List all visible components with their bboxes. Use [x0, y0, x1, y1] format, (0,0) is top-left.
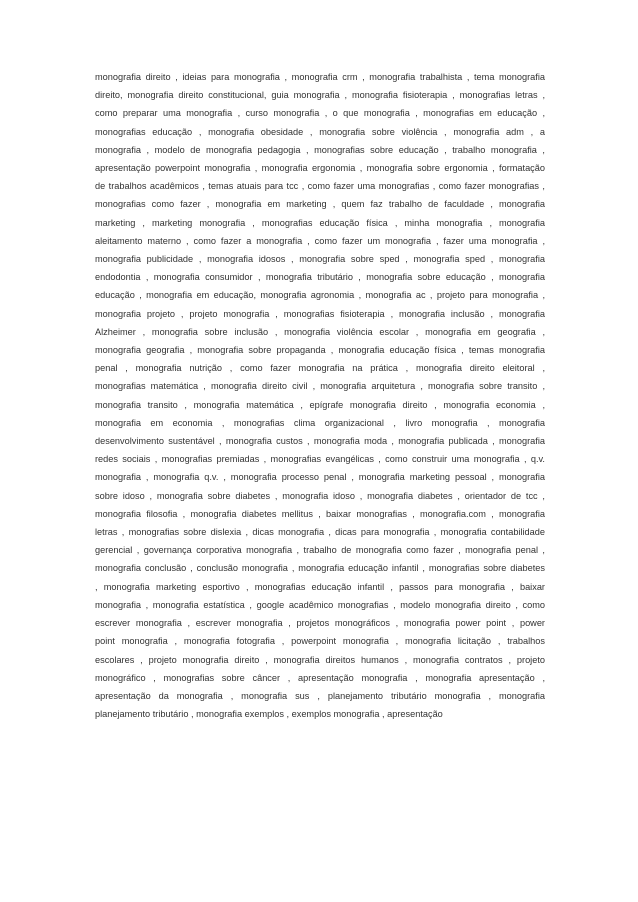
text-line: monografia , modelo de monografia pedagogia , monografias sobre educação , trabalho monografia , [95, 144, 545, 155]
text-line: como preparar uma monografia , curso monografia , o que monografia , monografias em educação , [95, 108, 545, 119]
text-line: apresentação powerpoint monografia , monografia ergonomia , monografia sobre ergonomia , formatação [95, 163, 545, 174]
text-line: point monografia , monografia fotografia , powerpoint monografia , monografia licitação , trabalhos [95, 636, 545, 647]
text-line: sobre idoso , monografia sobre diabetes , monografia idoso , monografia diabetes , orientador de tcc , [95, 490, 545, 501]
text-line: monografia geografia , monografia sobre propaganda , monografia educação física , temas monografia [95, 345, 545, 356]
text-line: direito, monografia direito constitucional, guia monografia , monografia fisioterapia , monografias letras , [95, 90, 545, 101]
text-line: monografia conclusão , conclusão monografia , monografia educação infantil , monografias sobre diabetes [95, 563, 545, 574]
text-line: de trabalhos acadêmicos , temas atuais para tcc , como fazer uma monografias , como fazer monografias , [95, 181, 545, 192]
text-line: monografias educação , monografia obesidade , monografia sobre violência , monografia adm , a [95, 126, 545, 137]
text-line: penal , monografia nutrição , como fazer monografia na prática , monografia direito eleitoral , [95, 363, 545, 374]
keyword-text-block [95, 68, 545, 723]
text-line: endodontia , monografia consumidor , monografia tributário , monografia sobre educação , monografia [95, 272, 545, 283]
text-line: planejamento tributário , monografia exemplos , exemplos monografia , apresentação [95, 709, 443, 720]
text-line: monografia direito , ideias para monografia , monografia crm , monografia trabalhista , tema monografia [95, 72, 545, 82]
text-line: letras , monografias sobre dislexia , dicas monografia , dicas para monografia , monografia contabilidade [95, 527, 545, 538]
text-line: , monografia marketing esportivo , monografias educação infantil , passos para monografia , baixar [95, 581, 545, 592]
text-line: monografias matemática , monografia direito civil , monografia arquitetura , monografia sobre transito , [95, 381, 545, 392]
text-line: educação , monografia em educação, monografia agronomia , monografia ac , projeto para monografia , [95, 290, 545, 301]
text-line: monografia transito , monografia matemática , epígrafe monografia direito , monografia economia , [95, 399, 545, 410]
text-line: escolares , projeto monografia direito , monografia direitos humanos , monografia contratos , projeto [95, 654, 545, 665]
text-line: monografia projeto , projeto monografia , monografias fisioterapia , monografia inclusão , monografia [95, 308, 545, 319]
text-line: monográfico , monografias sobre câncer , apresentação monografia , monografia apresentação , [95, 672, 545, 683]
text-line: redes sociais , monografias premiadas , monografias evangélicas , como construir uma monografia , q.v. [95, 454, 545, 465]
text-line: monografia filosofia , monografia diabetes mellitus , baixar monografias , monografia.com , monografia [95, 508, 545, 519]
text-line: monografia , monografia q.v. , monografia processo penal , monografia marketing pessoal , monografia [95, 472, 545, 483]
text-line: monografia em economia , monografias clima organizacional , livro monografia , monografia [95, 417, 545, 428]
text-line: desenvolvimento sustentável , monografia custos , monografia moda , monografia publicada , monografia [95, 436, 545, 447]
text-line: monografia publicidade , monografia idosos , monografia sobre sped , monografia sped , monografia [95, 254, 545, 265]
text-line: monografia , monografia estatística , google acadêmico monografias , modelo monografia direito , como [95, 599, 545, 610]
text-line: escrever monografia , escrever monografia , projetos monográficos , monografia power point , power [95, 618, 545, 629]
text-line: gerencial , governança corporativa monografia , trabalho de monografia como fazer , monografia penal , [95, 545, 545, 556]
text-line: apresentação da monografia , monografia sus , planejamento tributário monografia , monografia [95, 690, 545, 701]
text-line: aleitamento materno , como fazer a monografia , como fazer um monografia , fazer uma monografia , [95, 235, 545, 246]
text-line: monografias como fazer , monografia em marketing , quem faz trabalho de faculdade , monografia [95, 199, 545, 210]
text-line: marketing , marketing monografia , monografias educação física , minha monografia , monografia [95, 217, 545, 228]
text-line: Alzheimer , monografia sobre inclusão , monografia violência escolar , monografia em geografia , [95, 326, 545, 337]
